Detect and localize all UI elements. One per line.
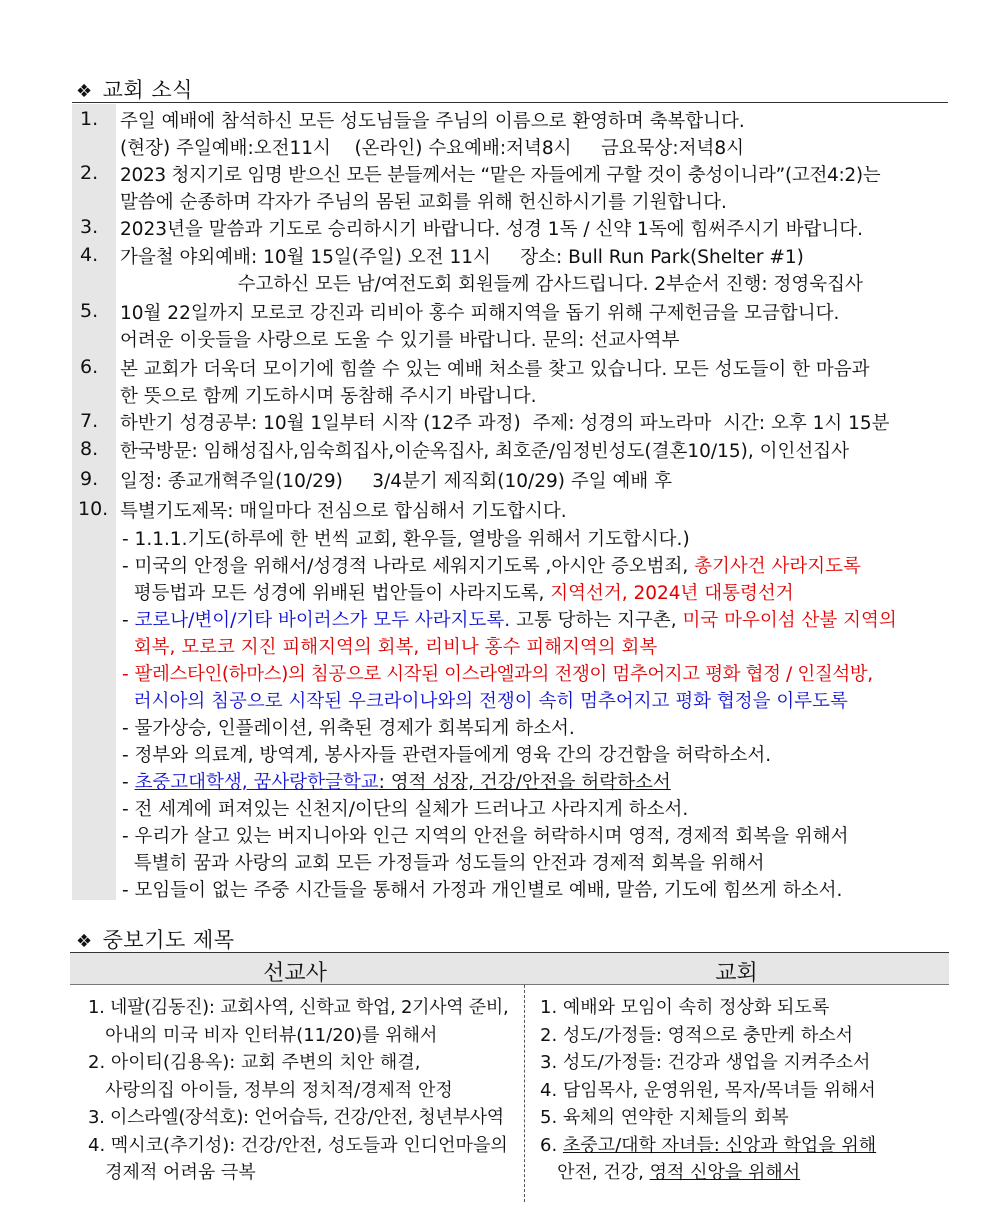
news-section-title	[76, 74, 193, 104]
church-header: 교회	[715, 961, 758, 986]
prayer-text-blue-underlined: 초중고대학생, 꿈사랑한글학교	[134, 772, 379, 793]
prayer-line: - 정부와 의료계, 방역계, 봉사자들 관련자들에게 영육 간의 강건함을 허락하소서.	[122, 745, 772, 766]
news-top-rule	[72, 102, 948, 103]
column-divider	[524, 985, 525, 1202]
diamond-bullet-icon: ❖	[76, 81, 93, 102]
table-header	[70, 952, 949, 985]
special-prayer-list	[122, 526, 946, 904]
prayer-line: - 우리가 살고 있는 버지니아와 인근 지역의 안전을 허락하시며 영적, 경제적 회복을 위해서	[122, 826, 849, 847]
item-text-line: 말씀에 순종하며 각자가 주님의 몸된 교회를 위해 헌신하시기를 기원합니다.	[120, 192, 727, 213]
prayer-text: -	[122, 772, 135, 793]
missionary-line: 1. 네팔(김동진): 교회사역, 신학교 학업, 2기사역 준비,	[88, 997, 509, 1018]
prayer-line	[122, 580, 946, 607]
church-line-number: 6.	[540, 1134, 563, 1156]
prayer-line: 특별히 꿈과 사랑의 교회 모든 가정들과 성도들의 안전과 경제적 회복을 위해서	[122, 853, 765, 874]
church-line: 1. 예배와 모임이 속히 정상화 되도록	[540, 997, 830, 1018]
prayer-text-red: 팔레스타인(하마스)의 침공으로 시작된 이스라엘과의 전쟁이 멈추어지고 평화 협정 / 인질석방,	[134, 664, 873, 685]
church-line: 5. 육체의 연약한 지체들의 회복	[540, 1107, 789, 1128]
intercession-title-text: 중보기도 제목	[102, 928, 235, 952]
prayer-line	[122, 553, 946, 580]
item-text-line: 본 교회가 더욱더 모이기에 힘쓸 수 있는 예배 처소를 찾고 있습니다. 모든 성도들이 한 마음과	[120, 359, 870, 380]
missionary-prayer-list	[88, 994, 520, 1187]
missionary-line: 경제적 어려움 극복	[88, 1162, 256, 1183]
prayer-text-blue: 코로나/변이/기타 바이러스가 모두 사라지도록.	[134, 610, 511, 631]
prayer-line: 러시아의 침공으로 시작된 우크라이나와의 전쟁이 속히 멈추어지고 평화 협정을 이루도록	[122, 691, 848, 712]
church-line	[540, 1132, 940, 1160]
church-line: 2. 성도/가정들: 영적으로 충만케 하소서	[540, 1024, 854, 1046]
item-text-line: 가을철 야외예배: 10월 15일(주일) 오전 11시 장소: Bull Run Park(Shelter #1)	[120, 247, 804, 268]
missionary-line: 4. 멕시코(추기성): 건강/안전, 성도들과 인디언마을의	[88, 1134, 508, 1156]
missionary-line: 사랑의집 아이들, 정부의 정치적/경제적 안정	[88, 1079, 453, 1101]
prayer-text: 고통 당하는 지구촌,	[510, 610, 683, 631]
item-text-line: 하반기 성경공부: 10월 1일부터 시작 (12주 과정) 주제: 성경의 파노라마 시간: 오후 1시 15분	[120, 413, 890, 434]
church-line-underlined: 초중고/대학 자녀들: 신앙과 학업을 위해	[562, 1134, 877, 1156]
item-number: 4.	[80, 244, 99, 266]
item-text-line: 특별기도제목: 매일마다 전심으로 합심해서 기도합시다.	[120, 501, 567, 522]
item-text-line: 어려운 이웃들을 사랑으로 도울 수 있기를 바랍니다. 문의: 선교사역부	[120, 330, 680, 351]
church-prayer-list	[540, 994, 940, 1187]
prayer-text-red: 미국 마우이섬 산불 지역의	[682, 610, 897, 631]
prayer-text: 평등법과 모든 성경에 위배된 법안들이 사라지도록,	[122, 583, 551, 604]
item-number: 2.	[80, 162, 99, 184]
missionary-line: 아내의 미국 비자 인터뷰(11/20)를 위해서	[88, 1024, 438, 1046]
intercession-table	[70, 952, 949, 1202]
prayer-text: - 미국의 안정을 위해서/성경적 나라로 세워지기도록 ,아시안 증오범죄,	[122, 556, 695, 577]
prayer-text-red: 지역선거, 2024년 대통령선거	[550, 583, 794, 604]
missionary-line: 2. 아이티(김용옥): 교회 주변의 치안 해결,	[88, 1052, 421, 1073]
prayer-line: 회복, 모로코 지진 피해지역의 회복, 리비나 홍수 피해지역의 회복	[122, 637, 658, 658]
church-line	[540, 1159, 940, 1187]
prayer-line: - 1.1.1.기도(하루에 한 번씩 교회, 환우들, 열방을 위해서 기도합시다.)	[122, 529, 690, 550]
item-number: 10.	[78, 498, 109, 520]
diamond-bullet-icon: ❖	[76, 931, 93, 952]
item-number: 6.	[80, 356, 99, 378]
intercession-section-title	[76, 924, 235, 954]
item-text-line: 수고하신 모든 남/여전도회 회원들께 감사드립니다. 2부순서 진행: 정영욱집사	[120, 274, 863, 295]
item-text-line: (현장) 주일예배:오전11시 (온라인) 수요예배:저녁8시 금요묵상:저녁8시	[120, 138, 744, 159]
missionary-header: 선교사	[263, 961, 327, 986]
item-text-line: 한 뜻으로 함께 기도하시며 동참해 주시기 바랍니다.	[120, 386, 537, 407]
item-text-line: 한국방문: 임해성집사,임숙희집사,이순옥집사, 최호준/임정빈성도(결혼10/15), 이인선집사	[120, 441, 849, 462]
prayer-line: - 모임들이 없는 주중 시간들을 통해서 가정과 개인별로 예배, 말씀, 기도에 힘쓰게 하소서.	[122, 880, 843, 901]
prayer-line	[122, 607, 946, 634]
prayer-line: - 물가상승, 인플레이션, 위축된 경제가 회복되게 하소서.	[122, 718, 575, 739]
prayer-text-red: -	[122, 664, 135, 685]
item-text-line: 2023 청지기로 임명 받으신 모든 분들께서는 “맡은 자들에게 구할 것이 충성이니라”(고전4:2)는	[120, 165, 881, 186]
church-line-underlined: 영적 신앙을 위해서	[649, 1162, 801, 1183]
church-line: 4. 담임목사, 운영위원, 목자/목녀들 위해서	[540, 1079, 876, 1101]
item-number: 7.	[80, 410, 99, 432]
missionary-line: 3. 이스라엘(장석호): 언어습득, 건강/안전, 청년부사역	[88, 1107, 504, 1128]
item-number: 8.	[80, 438, 99, 460]
item-text-line: 주일 예배에 참석하신 모든 성도님들을 주님의 이름으로 환영하며 축복합니다.	[120, 111, 745, 132]
item-text-line: 2023년을 말씀과 기도로 승리하시기 바랍니다. 성경 1독 / 신약 1독에 힘써주시기 바랍니다.	[120, 219, 864, 240]
prayer-line	[122, 661, 946, 688]
item-number: 9.	[80, 468, 99, 490]
prayer-line	[122, 769, 946, 796]
church-line: 3. 성도/가정들: 건강과 생업을 지켜주소서	[540, 1052, 871, 1073]
news-list	[72, 104, 948, 900]
prayer-line: - 전 세계에 퍼져있는 신천지/이단의 실체가 드러나고 사라지게 하소서.	[122, 799, 689, 820]
prayer-text-underlined: : 영적 성장, 건강/안전을 허락하소서	[378, 772, 671, 793]
prayer-text-red: 총기사건 사라지도록	[694, 556, 861, 577]
item-number: 5.	[80, 300, 99, 322]
item-text-line: 10월 22일까지 모로코 강진과 리비아 홍수 피해지역을 돕기 위해 구제헌금을 모금합니다.	[120, 303, 840, 324]
news-title-text: 교회 소식	[102, 78, 193, 102]
church-line-text: 안전, 건강,	[540, 1162, 650, 1183]
item-text-line: 일정: 종교개혁주일(10/29) 3/4분기 제직회(10/29) 주일 예배 후	[120, 471, 672, 492]
prayer-text: -	[122, 610, 135, 631]
item-number: 3.	[80, 216, 99, 238]
item-number: 1.	[80, 108, 99, 130]
